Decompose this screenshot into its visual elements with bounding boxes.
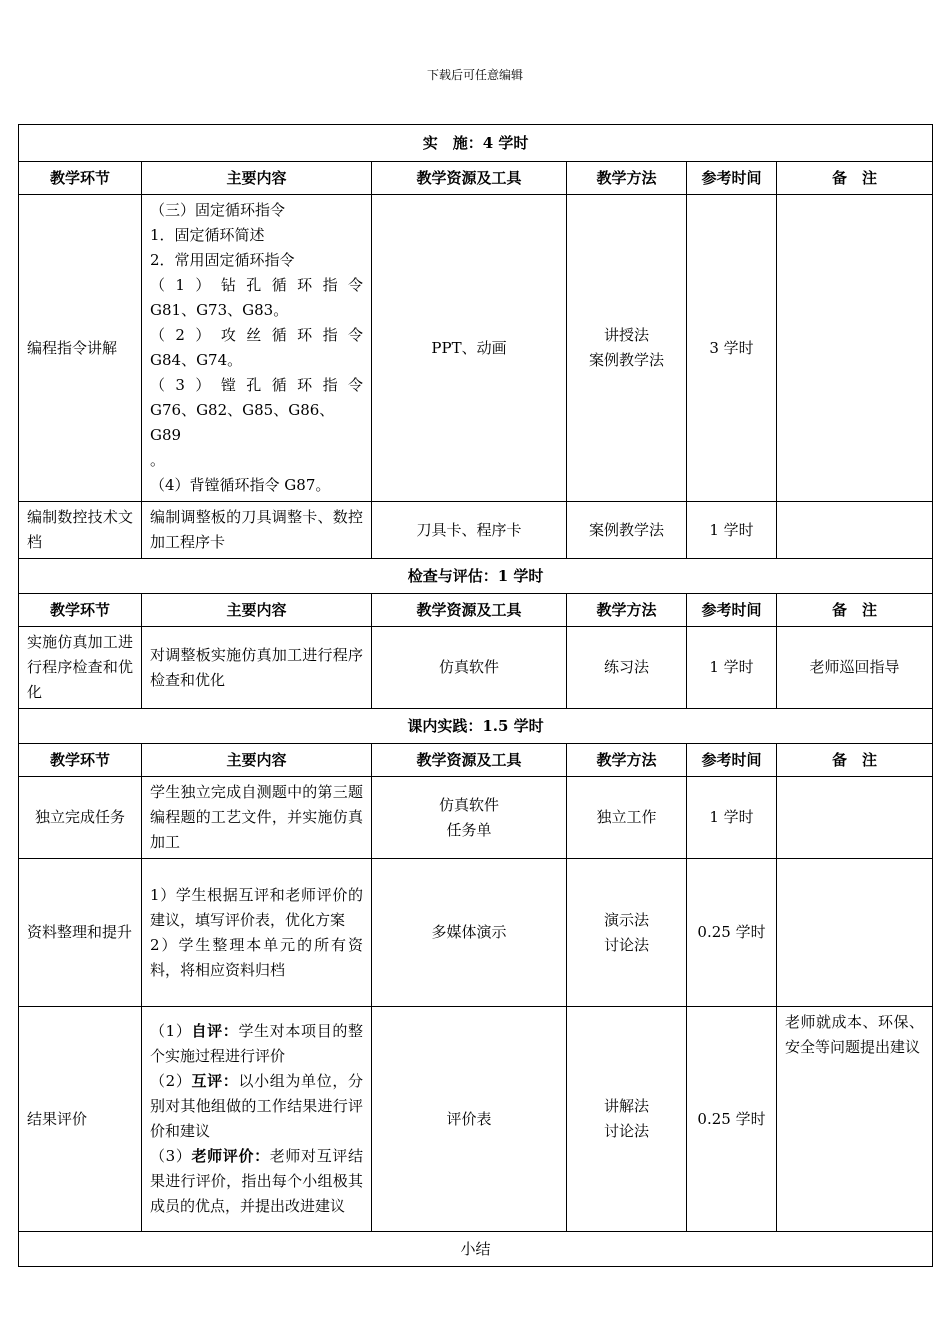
content-line: 2．常用固定循环指令 bbox=[150, 251, 295, 269]
resource-cell: PPT、动画 bbox=[372, 195, 567, 502]
method-cell bbox=[567, 195, 687, 502]
item-text: 以小组为单位，分别对其他组做的工作结果进行评价和建议 bbox=[150, 1072, 363, 1140]
content-line: 1）学生根据互评和老师评价的建议，填写评价表，优化方案 bbox=[150, 885, 363, 929]
method-cell bbox=[567, 1007, 687, 1232]
method-line: 案例教学法 bbox=[588, 351, 664, 369]
content-line bbox=[150, 1144, 363, 1219]
note-cell bbox=[777, 195, 933, 502]
item-prefix: （3） bbox=[150, 1147, 192, 1165]
content-line: （2）攻丝循环指令 bbox=[150, 326, 363, 344]
section-title-cell: 课内实践：1.5 学时 bbox=[19, 709, 933, 744]
step-cell: 编制数控技术文档 bbox=[19, 502, 142, 559]
note-cell bbox=[777, 777, 933, 859]
item-text: 学生对本项目的整个实施过程进行评价 bbox=[150, 1022, 363, 1065]
step-cell: 编程指令讲解 bbox=[19, 195, 142, 502]
time-cell: 1 学时 bbox=[687, 502, 777, 559]
method-line: 讨论法 bbox=[603, 1122, 649, 1140]
item-text: 老师对互评结果进行评价，指出每个小组极其成员的优点，并提出改进建议 bbox=[150, 1147, 363, 1215]
content-line: G84、G74。 bbox=[150, 351, 243, 369]
table-row bbox=[19, 627, 933, 709]
content-cell: 编制调整板的刀具调整卡、数控加工程序卡 bbox=[142, 502, 372, 559]
content-line: G76、G82、G85、G86、G89 bbox=[150, 401, 335, 444]
section-title-cell: 检查与评估：1 学时 bbox=[19, 559, 933, 594]
header-step: 教学环节 bbox=[19, 594, 142, 627]
content-line bbox=[150, 1019, 363, 1069]
table-row bbox=[19, 777, 933, 859]
item-prefix: （2） bbox=[150, 1072, 192, 1090]
header-content: 主要内容 bbox=[142, 594, 372, 627]
summary-row bbox=[19, 1232, 933, 1267]
step-cell: 独立完成任务 bbox=[19, 777, 142, 859]
note-cell: 老师就成本、环保、安全等问题提出建议 bbox=[777, 1007, 933, 1232]
time-cell: 3 学时 bbox=[687, 195, 777, 502]
method-line: 讲授法 bbox=[603, 326, 649, 344]
step-cell: 结果评价 bbox=[19, 1007, 142, 1232]
table-row bbox=[19, 195, 933, 502]
time-cell: 0.25 学时 bbox=[687, 1007, 777, 1232]
content-line: 2）学生整理本单元的所有资料，将相应资料归档 bbox=[150, 935, 363, 979]
header-method: 教学方法 bbox=[567, 594, 687, 627]
resource-line: 仿真软件 bbox=[438, 795, 499, 814]
content-cell bbox=[142, 195, 372, 502]
content-line: （1）钻孔循环指令 bbox=[150, 276, 363, 294]
content-line: G81、G73、G83。 bbox=[150, 301, 289, 319]
table-row bbox=[19, 502, 933, 559]
method-cell: 独立工作 bbox=[567, 777, 687, 859]
header-resource: 教学资源及工具 bbox=[372, 744, 567, 777]
method-line: 讨论法 bbox=[603, 935, 649, 954]
method-cell bbox=[567, 859, 687, 1007]
section-title-practice bbox=[19, 709, 933, 744]
method-cell: 案例教学法 bbox=[567, 502, 687, 559]
header-resource: 教学资源及工具 bbox=[372, 162, 567, 195]
section-title-implement bbox=[19, 125, 933, 162]
resource-line: 任务单 bbox=[446, 820, 492, 839]
resource-cell: 仿真软件 bbox=[372, 627, 567, 709]
step-cell: 实施仿真加工进行程序检查和优化 bbox=[19, 627, 142, 709]
header-resource: 教学资源及工具 bbox=[372, 594, 567, 627]
page-header: 下载后可任意编辑 bbox=[426, 68, 523, 82]
header-row bbox=[19, 594, 933, 627]
resource-cell: 评价表 bbox=[372, 1007, 567, 1232]
content-cell: 对调整板实施仿真加工进行程序检查和优化 bbox=[142, 627, 372, 709]
step-cell: 资料整理和提升 bbox=[19, 859, 142, 1007]
summary-cell: 小结 bbox=[19, 1232, 933, 1267]
item-prefix: （1） bbox=[150, 1022, 192, 1040]
content-line: （3）镗孔循环指令 bbox=[150, 376, 363, 394]
header-row bbox=[19, 744, 933, 777]
note-cell bbox=[777, 859, 933, 1007]
note-cell: 老师巡回指导 bbox=[777, 627, 933, 709]
header-content: 主要内容 bbox=[142, 162, 372, 195]
time-cell: 1 学时 bbox=[687, 627, 777, 709]
resource-cell: 多媒体演示 bbox=[372, 859, 567, 1007]
header-note: 备 注 bbox=[777, 744, 933, 777]
section-title-check bbox=[19, 559, 933, 594]
header-method: 教学方法 bbox=[567, 744, 687, 777]
note-cell bbox=[777, 502, 933, 559]
item-label: 老师评价： bbox=[191, 1147, 270, 1165]
content-cell bbox=[142, 1007, 372, 1232]
method-line: 讲解法 bbox=[603, 1097, 649, 1115]
content-line: 1．固定循环简述 bbox=[150, 226, 265, 244]
table-row bbox=[19, 859, 933, 1007]
resource-cell bbox=[372, 777, 567, 859]
content-line: （4）背镗循环指令 G87。 bbox=[150, 476, 331, 494]
header-time: 参考时间 bbox=[687, 162, 777, 195]
section-title-cell: 实 施：4 学时 bbox=[19, 125, 933, 162]
header-note: 备 注 bbox=[777, 594, 933, 627]
content-line bbox=[150, 1069, 363, 1144]
header-step: 教学环节 bbox=[19, 162, 142, 195]
time-cell: 1 学时 bbox=[687, 777, 777, 859]
item-label: 自评： bbox=[191, 1022, 239, 1040]
header-method: 教学方法 bbox=[567, 162, 687, 195]
time-cell: 0.25 学时 bbox=[687, 859, 777, 1007]
header-row bbox=[19, 162, 933, 195]
method-cell: 练习法 bbox=[567, 627, 687, 709]
header-content: 主要内容 bbox=[142, 744, 372, 777]
content-cell bbox=[142, 859, 372, 1007]
content-line: （三）固定循环指令 bbox=[150, 201, 286, 219]
header-time: 参考时间 bbox=[687, 594, 777, 627]
content-cell: 学生独立完成自测题中的第三题编程题的工艺文件，并实施仿真加工 bbox=[142, 777, 372, 859]
header-time: 参考时间 bbox=[687, 744, 777, 777]
header-step: 教学环节 bbox=[19, 744, 142, 777]
method-line: 演示法 bbox=[603, 910, 649, 929]
lesson-plan-table bbox=[18, 124, 933, 1267]
header-note: 备 注 bbox=[777, 162, 933, 195]
content-line: 。 bbox=[150, 451, 166, 469]
table-row bbox=[19, 1007, 933, 1232]
item-label: 互评： bbox=[191, 1072, 239, 1090]
resource-cell: 刀具卡、程序卡 bbox=[372, 502, 567, 559]
